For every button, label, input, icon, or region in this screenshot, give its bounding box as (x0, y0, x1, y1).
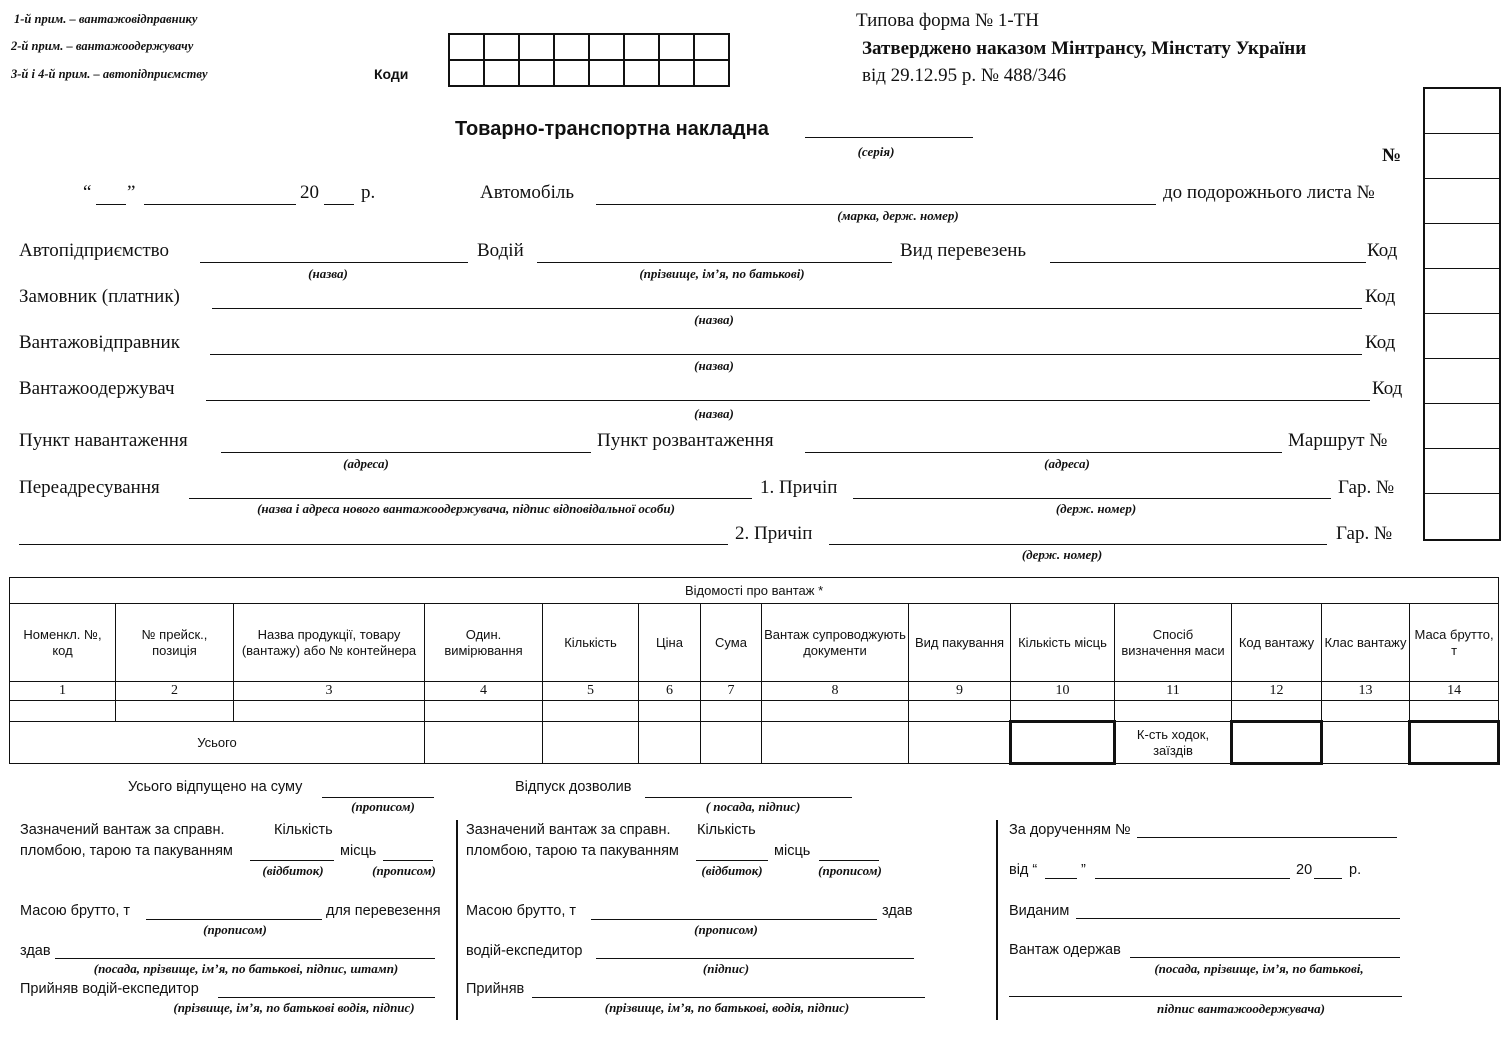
date-year-suffix: р. (361, 182, 376, 203)
shipper-caption: (назва) (694, 358, 734, 373)
driver-line[interactable] (537, 262, 892, 263)
b2-accepted: Прийняв (466, 981, 525, 997)
form-number: Типова форма № 1-ТН (856, 10, 1040, 31)
date-quote-close: ” (127, 182, 136, 203)
vehicle-label: Автомобіль (480, 182, 575, 203)
col-number: 6 (639, 682, 701, 701)
b2-accepted-caption: (прізвище, ім’я, по батькові, водія, підпис) (604, 1000, 850, 1015)
trailer1-line[interactable] (853, 498, 1331, 499)
cell[interactable] (1410, 701, 1499, 722)
carrier-caption: (назва) (308, 266, 348, 281)
vehicle-line[interactable] (596, 204, 1156, 205)
b3-signature-line[interactable] (1009, 996, 1402, 997)
b3-signature-caption: підпис вантажоодержувача) (1157, 1001, 1325, 1016)
customer-label: Замовник (платник) (19, 286, 180, 307)
cell[interactable] (10, 701, 116, 722)
cell[interactable] (1232, 701, 1322, 722)
loading-caption: (адреса) (343, 456, 389, 471)
b3-received-caption: (посада, прізвище, ім’я, по батькові, (1154, 961, 1364, 976)
readdress-caption: (назва і адреса нового вантажоодержувача, підпис відповідальної особи) (257, 501, 675, 516)
b1-mass-tail: для перевезення (326, 903, 441, 919)
col-header: Номенкл. №, код (10, 604, 116, 682)
released-label: Усього відпущено на суму (128, 779, 303, 795)
copy-2: 2-й прим. – вантажоодержувачу (11, 39, 194, 53)
total-cell[interactable] (425, 722, 543, 764)
b1-accepted-line[interactable] (218, 997, 435, 998)
b3-proxy-line[interactable] (1137, 837, 1397, 838)
trailer2-label: 2. Причіп (735, 523, 813, 544)
b1-line1a: Зазначений вантаж за справн. (20, 822, 225, 838)
b2-driver-caption: (підпис) (702, 961, 750, 976)
transport-type-code: Код (1367, 240, 1398, 261)
approved-by: Затверджено наказом Мінтрансу, Мінстату України (862, 38, 1307, 59)
consignee-code: Код (1372, 378, 1403, 399)
trailer2-line[interactable] (829, 544, 1327, 545)
consignee-caption: (назва) (694, 406, 734, 421)
b1-handed-caption: (посада, прізвище, ім’я, по батькові, підпис, штамп) (93, 961, 399, 976)
b3-from-close: ” (1081, 862, 1086, 878)
cell[interactable] (701, 701, 762, 722)
col-number: 4 (425, 682, 543, 701)
permit-line[interactable] (645, 797, 852, 798)
b3-proxy: За дорученням № (1009, 822, 1131, 838)
col-header: Клас вантажу (1322, 604, 1410, 682)
b2-line1b: Кількість (697, 822, 756, 838)
released-caption: (прописом) (351, 799, 415, 814)
total-cell[interactable] (1322, 722, 1410, 764)
col-number: 13 (1322, 682, 1410, 701)
b1-accepted-caption: (прізвище, ім’я, по батькові водія, підпис) (173, 1000, 415, 1015)
b1-line2a: пломбою, тарою та пакуванням (20, 843, 233, 859)
shipper-line[interactable] (210, 354, 1362, 355)
released-line[interactable] (322, 797, 434, 798)
total-cell[interactable] (543, 722, 639, 764)
series-caption: (серія) (857, 144, 895, 159)
shipper-code: Код (1365, 332, 1396, 353)
b2-accepted-line[interactable] (532, 997, 925, 998)
col-header: Маса брутто, т (1410, 604, 1499, 682)
block-separator-1 (456, 820, 458, 1020)
total-places-cell[interactable] (1011, 722, 1115, 764)
col-header: Ціна (639, 604, 701, 682)
carrier-label: Автопідприємство (19, 240, 169, 261)
driver-label: Водій (477, 240, 524, 261)
b1-cap-b: (прописом) (372, 863, 436, 878)
col-number: 9 (909, 682, 1011, 701)
col-header: № прейск., позиція (116, 604, 234, 682)
cargo-table (9, 577, 1500, 765)
trips-cell[interactable] (1232, 722, 1322, 764)
route-label: Маршрут № (1288, 430, 1388, 451)
col-number: 12 (1232, 682, 1322, 701)
b1-places-line[interactable] (383, 860, 433, 861)
permit-label: Відпуск дозволив (515, 779, 632, 795)
unloading-label: Пункт розвантаження (597, 430, 774, 451)
consignee-label: Вантажоодержувач (19, 378, 175, 399)
b2-line1a: Зазначений вантаж за справн. (466, 822, 671, 838)
date-year-line[interactable] (324, 204, 354, 205)
b2-cap-b: (прописом) (818, 863, 882, 878)
driver-caption: (прізвище, ім’я, по батькові) (639, 266, 805, 281)
col-number: 14 (1410, 682, 1499, 701)
b1-seal-line[interactable] (250, 860, 334, 861)
total-cell[interactable] (701, 722, 762, 764)
b1-mass-line[interactable] (146, 919, 322, 920)
date-month-line[interactable] (144, 204, 296, 205)
readdress-label: Переадресування (19, 477, 160, 498)
b2-mass-line[interactable] (591, 919, 877, 920)
b2-mass-tail: здав (882, 903, 913, 919)
table-row[interactable] (10, 701, 1499, 722)
col-header: Назва продукції, товару (вантажу) або № контейнера (234, 604, 425, 682)
consignee-line[interactable] (206, 400, 1370, 401)
b1-accepted: Прийняв водій-експедитор (20, 981, 199, 997)
col-number: 3 (234, 682, 425, 701)
cell[interactable] (425, 701, 543, 722)
b2-driver-line[interactable] (596, 958, 914, 959)
trailer1-label: 1. Причіп (760, 477, 838, 498)
col-header: Спосіб визначення маси (1115, 604, 1232, 682)
b2-places-line[interactable] (819, 860, 879, 861)
total-cell[interactable] (639, 722, 701, 764)
right-code-boxes (1423, 87, 1501, 541)
customer-line[interactable] (212, 308, 1362, 309)
col-header: Один. вимірювання (425, 604, 543, 682)
page-title: Товарно-транспортна накладна (455, 118, 769, 140)
cargo-table-title: Відомості про вантаж * (10, 578, 1499, 604)
readdress-line-2[interactable] (19, 544, 728, 545)
loading-line[interactable] (221, 452, 591, 453)
cell[interactable] (639, 701, 701, 722)
vehicle-caption: (марка, держ. номер) (837, 208, 959, 223)
b1-line2b: місць (340, 843, 377, 859)
col-header: Сума (701, 604, 762, 682)
b3-year: 20 (1296, 862, 1313, 878)
trailer2-caption: (держ. номер) (1021, 547, 1103, 562)
col-number: 5 (543, 682, 639, 701)
b2-mass: Масою брутто, т (466, 903, 577, 919)
trailer1-caption: (держ. номер) (1055, 501, 1137, 516)
shipper-label: Вантажовідправник (19, 332, 180, 353)
b3-received-line[interactable] (1130, 957, 1400, 958)
b3-year-suffix: р. (1349, 862, 1362, 878)
total-cell[interactable] (909, 722, 1011, 764)
total-cell[interactable] (762, 722, 909, 764)
transport-type-line[interactable] (1050, 262, 1366, 263)
waybill-label: до подорожнього листа № (1163, 182, 1375, 203)
col-header: Кількість (543, 604, 639, 682)
b2-mass-caption: (прописом) (694, 922, 758, 937)
b1-handed-line[interactable] (55, 958, 435, 959)
cell[interactable] (762, 701, 909, 722)
total-label: Усього (10, 722, 425, 764)
trailer1-gar: Гар. № (1338, 477, 1395, 498)
permit-caption: ( посада, підпис) (705, 799, 801, 814)
date-quote-open: “ (83, 182, 92, 203)
col-header: Кількість місць (1011, 604, 1115, 682)
b3-day-line[interactable] (1045, 878, 1077, 879)
total-row (10, 722, 1499, 764)
trips-label: К-сть ходок, заїздів (1115, 722, 1232, 764)
col-number: 8 (762, 682, 909, 701)
b1-handed: здав (20, 943, 51, 959)
customer-caption: (назва) (694, 312, 734, 327)
approved-date: від 29.12.95 р. № 488/346 (862, 65, 1067, 86)
b3-received: Вантаж одержав (1009, 942, 1121, 958)
col-number: 1 (10, 682, 116, 701)
b3-month-line[interactable] (1095, 878, 1290, 879)
b3-issued-line[interactable] (1076, 918, 1400, 919)
b3-year-line[interactable] (1314, 878, 1342, 879)
cell[interactable] (116, 701, 234, 722)
block-separator-2 (996, 820, 998, 1020)
number-label: № (1382, 145, 1402, 166)
loading-label: Пункт навантаження (19, 430, 188, 451)
cell[interactable] (1011, 701, 1115, 722)
b2-driver: водій-експедитор (466, 943, 583, 959)
col-number: 2 (116, 682, 234, 701)
customer-code: Код (1365, 286, 1396, 307)
cell[interactable] (234, 701, 425, 722)
copy-1: 1-й прим. – вантажовідправнику (14, 12, 198, 26)
unloading-line[interactable] (805, 452, 1282, 453)
copy-3: 3-й і 4-й прим. – автопідприємству (11, 67, 208, 81)
col-number: 10 (1011, 682, 1115, 701)
b1-mass-caption: (прописом) (203, 922, 267, 937)
b2-line2a: пломбою, тарою та пакуванням (466, 843, 679, 859)
cell[interactable] (909, 701, 1011, 722)
trailer2-gar: Гар. № (1336, 523, 1393, 544)
cell[interactable] (1115, 701, 1232, 722)
b1-line1b: Кількість (274, 822, 333, 838)
readdress-line[interactable] (189, 498, 752, 499)
col-header: Вантаж супроводжують документи (762, 604, 909, 682)
total-mass-cell[interactable] (1410, 722, 1499, 764)
b3-issued: Виданим (1009, 903, 1070, 919)
codes-grid (448, 33, 730, 87)
date-year: 20 (300, 182, 319, 203)
series-line[interactable] (805, 137, 973, 138)
cell[interactable] (1322, 701, 1410, 722)
b3-from: від “ (1009, 862, 1038, 878)
date-day-line[interactable] (96, 204, 126, 205)
col-header: Вид пакування (909, 604, 1011, 682)
b2-cap-a: (відбиток) (701, 863, 763, 878)
b1-mass: Масою брутто, т (20, 903, 131, 919)
cell[interactable] (543, 701, 639, 722)
codes-label: Коди (374, 66, 409, 82)
unloading-caption: (адреса) (1044, 456, 1090, 471)
carrier-line[interactable] (200, 262, 468, 263)
transport-type-label: Вид перевезень (900, 240, 1027, 261)
col-number: 11 (1115, 682, 1232, 701)
b2-seal-line[interactable] (696, 860, 768, 861)
b1-cap-a: (відбиток) (262, 863, 324, 878)
col-number: 7 (701, 682, 762, 701)
col-header: Код вантажу (1232, 604, 1322, 682)
b2-line2b: місць (774, 843, 811, 859)
